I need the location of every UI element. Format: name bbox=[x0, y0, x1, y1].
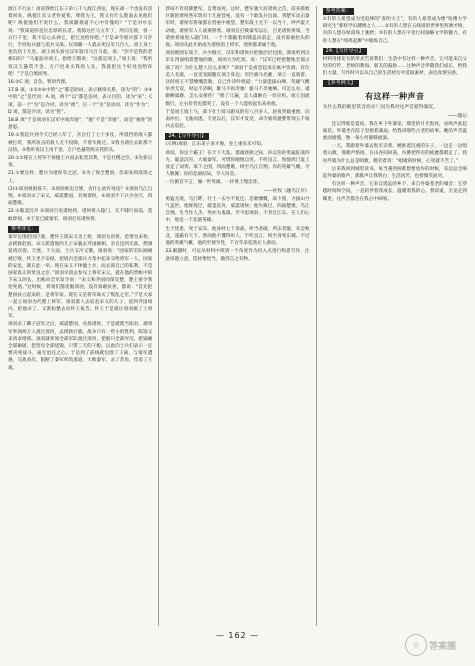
paragraph: 涉间不肯投降楚军，自焚而死。这时，楚军强大居诸侯之首，前来援救巨鹿的诸侯各军筑有十几座营垒，没有一个敢发兵出战。到楚军攻击秦军时，诸侯军将领都在营垒中观望。楚军战士无不一以当十，呼声震天动地，诸侯军人人战栗胆寒。项羽在打败秦军以后，召见诸侯将领，当诸侯将领进入辕门时，一个个都跪着用膝盖向前走，没有谁敢抬头仰视。项羽从此开始成为诸侯的上将军，诸侯都隶属于他。 bbox=[165, 7, 310, 49]
columns bbox=[8, 6, 467, 626]
example-paragraph: 生于忧患，死于安乐。他身经七十余战，所当者破，所击者服，未尝败北，遂霸有天下。然而他不懂得用人，不听良言，终至身死东城。不过他的英雄气概，他的至情至性，千百年来依然让人感动。 bbox=[165, 226, 310, 247]
reference-translation-heading: 参考译文： bbox=[8, 226, 39, 233]
example-paragraph: (示例)项羽：江东弟子多才俊，卷土重来未可知。 bbox=[165, 142, 266, 148]
answer-23: 23.解题时，可以从材料中找到一个角度作为切入点进行构思写作，注意审题立意，选材要恰当，做到言之有物。 bbox=[165, 249, 310, 262]
answer-20: 20.①①现在上将军不体恤士兵而去私营其利，不是社稷之臣。②先斩后奏。 bbox=[8, 156, 153, 169]
paragraph: 于是项王骑上马，部下壮士骑马跟从的有八百多人，趁夜突破重围，向南冲出，飞驰而逃。天亮以后，汉军才发觉，命令骑将灌婴带领五千骑兵去追赶。 bbox=[165, 109, 310, 130]
essay-subtitle: 为什么我的眼里常含泪水？因为我对这声音爱得深沉。 bbox=[322, 105, 438, 111]
example-paragraph: 勇猛无敌，乌江畔，壮士一去兮不复还；悲歌慷慨，垓下围，力拔山兮气盖世。他辉煌过，破釜沉舟，威震诸侯；他失败过，四面楚歌，乌江自刎。生当作人杰，死亦为鬼雄。至今思项羽，不肯过江东。在人们心中，他是一个悲剧英雄。 bbox=[165, 196, 310, 224]
middle-column bbox=[165, 6, 309, 626]
essay-paragraph: 还记得那是夏夜，我在乡下外婆家，那里的月光很亮，虫鸣声此起彼伏。外婆坐在院子里摇着蒲扇，给我讲那些古老的故事。她的声音温柔而缓慢，像一条小河静静流淌。 bbox=[322, 121, 467, 142]
answer-21b: (2)①项羽被困垓下。②项羽被迫自刎，为什么放弃进攻？③项羽乌江自刎。④项羽杀了宋义，威震楚国，名闻诸侯。⑤项羽手下兵少食尽，四面楚歌。 bbox=[8, 186, 153, 207]
answer-text: ①有的人希望成为受追捧的“发明大王”，有的人希望成为像“哈佛大学研究生”那样学识渊博之人……②有的人想在五线谱的世界里挥洒才情，有的人想在绿茵场上驰骋；③有的人想在字里行间领略文学的魅力，有的人想在“闻鸡起舞”中锻炼自己。 bbox=[322, 17, 467, 44]
essay-paragraph: 一天，我跟着外婆去集市卖菜。她推着沉重的车子，一边走一边唱着山歌。那歌声悠扬，在山谷间回荡，仿佛把所有的疲惫都唱走了。我问外婆为什么总是唱歌，她笑着说：“唱歌的时候，心里就不苦了。” bbox=[322, 144, 467, 164]
answer-19: 19.①我起兵到今天已经八年了，亲自打了七十多仗，所抵挡的敌人都被打垮，我所攻击的敌人无不投降，不曾失败过。②我为诸位去斩那个汉将。③我听说汉王用千金、万户邑悬赏购买我的头。 bbox=[8, 133, 153, 153]
essay-body bbox=[323, 121, 467, 203]
watermark-text: 答案圈 bbox=[429, 641, 457, 652]
watermark bbox=[405, 630, 469, 660]
seal-icon: 答 bbox=[405, 634, 427, 656]
answer-16: 16.②C 项；自负，暂时代理。 bbox=[8, 80, 71, 86]
writing-guide-heading: 24.【写作导引】 bbox=[323, 48, 367, 55]
translation-paragraph: 秦军包围赵国巨鹿，楚怀王派宋义为上将，项羽为次将，范增为末将，去援救赵国。宋义派遣他的儿子宋襄去齐国做相，亲自送到无盐，摆酒宴请宾客。天寒，下大雨，士兵又冷又饿。项羽说：“国家的军队刚刚被打败，怀王坐不安稳，把境内全部兵力集中起来交给将军一人，国家的安危，就在此一举。现在宋义不体恤士兵，而去谋自己的私利，不是国家真正的贤良之臣。”项羽早晨去参见上将军宋义，就在他的营帐中斩下宋义的头，出帐向全军发令说：“宋义和齐国同谋反楚，楚王密令我处死他。”这时候，将领们都畏服项羽，没有谁敢抗拒，都说：“首先把楚国扶立起来的，是将军家。现在又是将军诛灭了叛乱之臣。”于是大家一起立项羽为代理上将军。项羽派人去追赶宋义的儿子，追到齐国境内，把他杀了。又派桓楚去向怀王报告。怀王于是就让项羽做了上将军。 bbox=[8, 234, 153, 320]
translation-paragraph: 项羽杀了卿子冠军之后，威震楚国，名扬诸侯。于是就派当阳君、蒲将军率领两万人渡过漳河，去援救巨鹿。战争只有一些小的胜利，陈馀又来请求增援。项羽就率领全部军队渡过漳河，把船只全部弄沉，把锅碗全部砸破，把营房全部烧毁，只带三天的干粮，以此向士兵们表示一定要决死战斗，毫无退还之心。于是到了前线就包围了王离，与秦军遭遇，交战多次，阻断了秦军所筑甬道，大败秦军，杀了苏角，俘虏了王离。 bbox=[8, 322, 153, 371]
left-column bbox=[8, 6, 152, 626]
page-number: — 162 — bbox=[215, 631, 260, 640]
column-divider bbox=[316, 6, 317, 626]
writing-guide-text: 材料用排比句的形式告诉我们：生活中有这样一种声音，它可能来自父母的叮咛、老师的教诲、朋友的鼓励……这种声音伴随我们成长，给我们力量。写作时可以从自己的生活经历中选取素材，表达真情实感。 bbox=[322, 56, 467, 77]
essay-epigraph-label: ——题记 bbox=[447, 113, 467, 119]
example-citation: ——杜牧《题乌江亭》 bbox=[263, 188, 310, 194]
right-column bbox=[323, 6, 467, 626]
answer-22: 22.①破釜沉舟 ②项羽召见诸侯将，诸侯将入辕门，无不膝行而前，莫敢仰视。③于是已破秦军，项羽召见诸侯将。 bbox=[8, 209, 153, 222]
essay-paragraph: 有这样一种声音，它来自遥远的乡下，来自外婆苍老的嗓音；它穿越时间和空间，一直陪伴着我成长，温暖着我的心。我知道，无论走到哪里，这声音都会在我心中回响。 bbox=[322, 182, 467, 202]
writing-guide-heading: 24.【写作导引】 bbox=[165, 133, 209, 140]
example-paragraph: 一位俯首不言，倾一世英雄，一抔黄土埋忠骨。 bbox=[165, 180, 262, 186]
answer-18: 18.B 项“于是项羽在汉军中间奔驰”，“驰”不是“奔驰”，而是“驰进”的意思。 bbox=[8, 118, 153, 131]
essay-title: 有这样一种声音 bbox=[365, 92, 425, 102]
column-divider bbox=[158, 6, 159, 626]
answer-21: 21.①要这样；楚兵为诸侯军之冠。②为了保全楚国，但却来到战场之上。 bbox=[8, 171, 153, 184]
answer-17: 17.B 项，①②⑤⑥中的“之”都是助词，表示修饰关系，译为“的”；③④中的“之”是代词；A 项，两个“以”都是连词，表示目的，译为“来”；C 项，前一个“为”是介词，译为“被”，后一个“为”是动词，译为“作为”；D 项，都是介词，译为“把”。 bbox=[8, 88, 153, 115]
paragraph: 项羽被围在垓下，兵少粮尽，汉军和诸侯兵把他层层包围。深夜听到汉军在四面唱着楚地的歌，项羽大为吃惊，说：“汉军已经把楚地全部占领了吗？为什么楚人这么多呢？”项羽于是夜里起来在帐中饮酒，有位美人名虞，一直受宠跟随在项王身边；有匹骏马名骓，项王一直骑着。这时项王不禁慷慨悲歌，自己作诗吟唱道：“力量能拔山啊，英雄气概举世无双，时运不济啊，骓马不再奔驰！骓马不奔驰啊，可怎么办，虞姬啊虞姬，怎么安排你！”唱了几遍，美人虞姬在一旁应和。项王泪流数行，左右侍者也都哭了，没有一个人能抬起头来看他。 bbox=[165, 51, 310, 107]
example-paragraph: 项羽，你这个霸王！在天下大乱、群雄逐鹿之际，你以你的勇猛征战四方，破釜沉舟，大破秦军。可惜你刚愎自用，不听良言，致使鸿门宴上放走了刘邦，垓下之围，四面楚歌，终至乌江自刎。你的英雄气概，令人敬佩；你的悲剧结局，令人叹息。 bbox=[165, 150, 310, 178]
reference-essay-heading: 【参考例文】 bbox=[323, 80, 359, 87]
answer-heading: 参考答案： bbox=[323, 8, 354, 15]
essay-paragraph: 后来我回到城里读书，每当遇到困难想要放弃的时候，耳边总会响起外婆的歌声，那歌声让我明白：生活再苦，也要微笑面对。 bbox=[322, 166, 467, 180]
paragraph: 渡江不行去！再说我给江东子弟八千人渡江西征，现在却一个也没有活着回来，纵使江东父老怜爱我，尊我为王，我又有什么脸面去见他们呢？纵使他们不说什么，我项籍难道不心中有愧吗？”于是对亭长说：“我知道你是位忠厚的长者。我骑这匹马五年了，所向无敌，曾一日行千里，我不忍心杀掉它，把它送给你吧。”于是命令骑兵都下马步行，手持短兵器与追兵交战。仅项籍一人就杀死汉军几百人。项王身上也负伤十几处。项王回头看见汉军骑司马吕马童，说：“你不是我的老相识吗？”马童面对项王，指给王翳说：“这就是项王。”项王说：“我听说汉王悬赏千金、万户邑来买我的人头，我就把这个好处送给你吧！”于是自刎而死。 bbox=[8, 7, 153, 77]
